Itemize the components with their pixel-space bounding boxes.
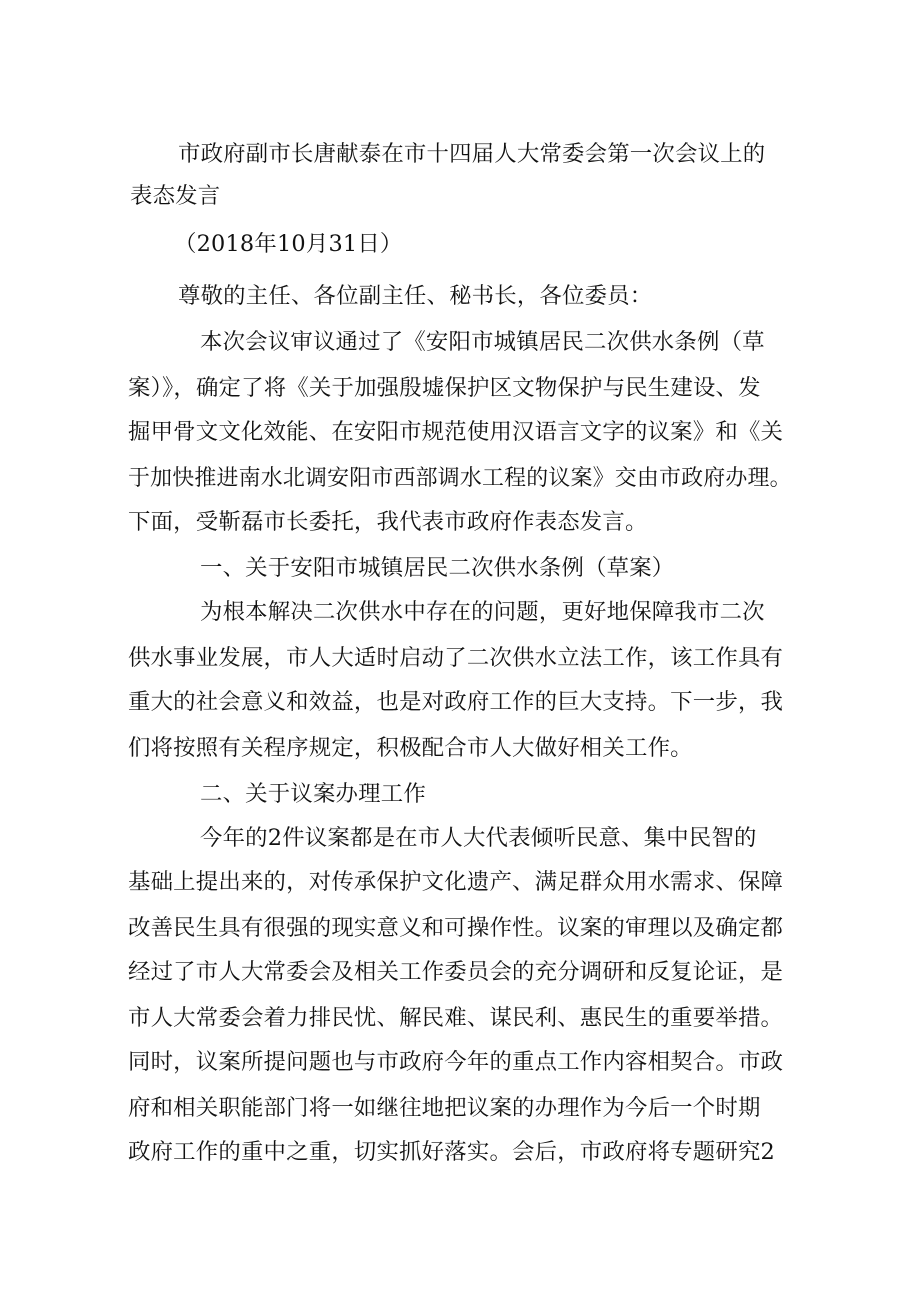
section1-line-2: 供水事业发展，市人大适时启动了二次供水立法工作，该工作具有	[128, 645, 784, 671]
intro-line-2: 案）》，确定了将《关于加强殷墟保护区文物保护与民生建设、发	[128, 375, 761, 401]
section1-line-1: 为根本解决二次供水中存在的问题，更好地保障我市二次	[200, 599, 765, 625]
intro-line-5: 下面，受靳磊市长委托，我代表市政府作表态发言。	[128, 509, 648, 535]
title-line-2: 表态发言	[130, 183, 221, 209]
date-line: （2018年10月31日）	[174, 231, 403, 257]
salutation: 尊敬的主任、各位副主任、秘书长，各位委员：	[178, 283, 653, 309]
section2-line-7: 府和相关职能部门将一如继往地把议案的办理作为今后一个时期	[128, 1095, 761, 1121]
section2-line-5: 市人大常委会着力排民忧、解民难、谋民利、惠民生的重要举措。	[128, 1005, 784, 1031]
intro-line-1: 本次会议审议通过了《安阳市城镇居民二次供水条例（草	[200, 329, 765, 355]
section1-line-4: 们将按照有关程序规定，积极配合市人大做好相关工作。	[128, 735, 693, 761]
section1-line-3: 重大的社会意义和效益，也是对政府工作的巨大支持。下一步，我	[128, 689, 784, 715]
section2-line-2: 基础上提出来的，对传承保护文化遗产、满足群众用水需求、保障	[128, 869, 784, 895]
title-line-1: 市政府副市长唐献泰在市十四届人大常委会第一次会议上的	[178, 141, 766, 167]
intro-line-3: 掘甲骨文文化效能、在安阳市规范使用汉语言文字的议案》和《关	[128, 419, 784, 445]
section2-line-4: 经过了市人大常委会及相关工作委员会的充分调研和反复论证，是	[128, 959, 784, 985]
section2-line-8: 政府工作的重中之重，切实抓好落实。会后，市政府将专题研究2	[128, 1139, 775, 1165]
section2-line-1: 今年的2件议案都是在市人大代表倾听民意、集中民智的	[200, 825, 757, 851]
section2-line-6: 同时，议案所提问题也与市政府今年的重点工作内容相契合。市政	[128, 1049, 784, 1075]
section1-heading: 一、关于安阳市城镇居民二次供水条例（草案）	[200, 555, 675, 581]
intro-line-4: 于加快推进南水北调安阳市西部调水工程的议案》交由市政府办理。	[128, 465, 792, 491]
section2-line-3: 改善民生具有很强的现实意义和可操作性。议案的审理以及确定都	[128, 915, 784, 941]
section2-heading: 二、关于议案办理工作	[200, 781, 426, 807]
